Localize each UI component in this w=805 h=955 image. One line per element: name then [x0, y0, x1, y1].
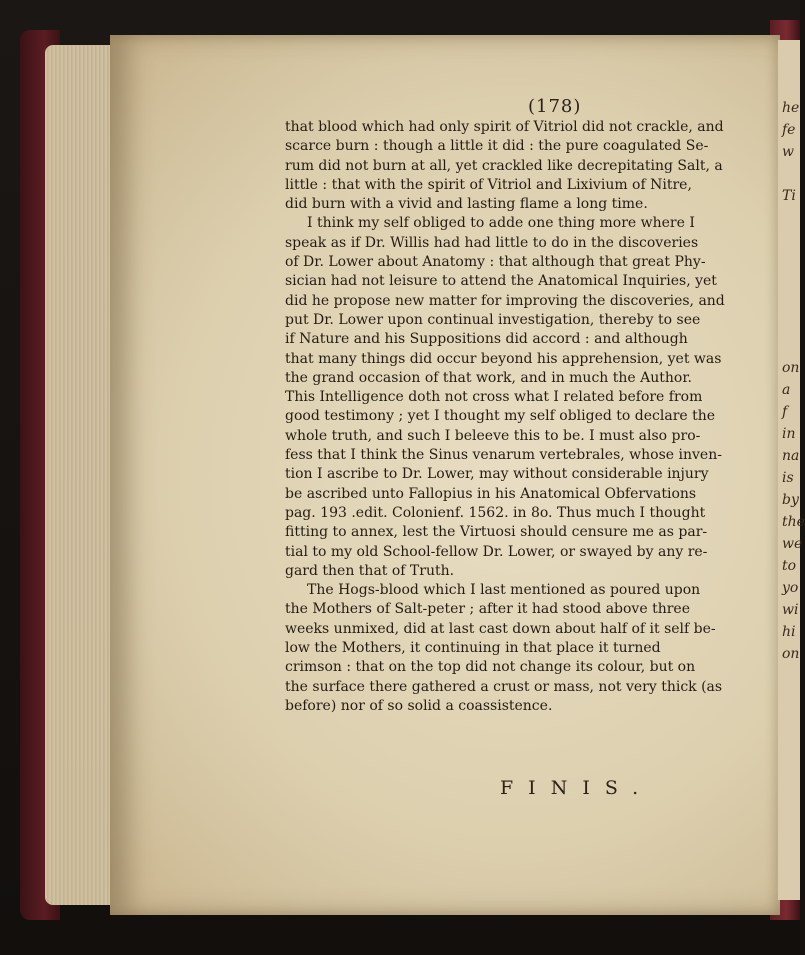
facing-page-letters: f — [782, 404, 788, 420]
text-line: be ascribed unto Fallopius in his Anatomical Obfervations — [285, 485, 697, 502]
paragraph — [285, 581, 750, 716]
facing-page-letters: to — [782, 558, 797, 574]
text-line: low the Mothers, it continuing in that place it turned — [285, 640, 661, 657]
facing-page-letters: hi — [782, 624, 796, 640]
text-line: whole truth, and such I beleeve this to be. I must also pro- — [285, 427, 701, 444]
text-line: did he propose new matter for improving the discoveries, and — [285, 292, 725, 309]
text-line: The Hogs-blood which I last mentioned as poured upon — [307, 582, 701, 599]
text-line: gard then that of Truth. — [285, 562, 455, 579]
facing-page-letters: we — [782, 536, 803, 552]
text-line: tial to my old School-fellow Dr. Lower, or swayed by any re- — [285, 543, 708, 560]
facing-page-letters: on — [782, 646, 800, 662]
text-line: good testimony ; yet I thought my self obliged to declare the — [285, 408, 716, 425]
facing-page-letters: yo — [782, 580, 799, 596]
text-line: the surface there gathered a crust or mass, not very thick (as — [285, 678, 723, 695]
text-line: fess that I think the Sinus venarum vertebrales, whose inven- — [285, 447, 722, 464]
text-line: sician had not leisure to attend the Anatomical Inquiries, yet — [285, 273, 717, 290]
facing-page-letters: w — [782, 144, 794, 160]
text-line: before) nor of so solid a coassistence. — [285, 697, 553, 714]
text-line: of Dr. Lower about Anatomy : that although that great Phy- — [285, 254, 706, 271]
facing-page-letters: the — [782, 514, 805, 530]
text-line: did burn with a vivid and lasting flame a long time. — [285, 196, 648, 213]
text-line: weeks unmixed, did at last cast down about half of it self be- — [285, 620, 716, 637]
body-text — [285, 118, 750, 716]
facing-page-letters: a — [782, 382, 791, 398]
text-line: put Dr. Lower upon continual investigation, thereby to see — [285, 311, 701, 328]
facing-page-fragment — [778, 40, 805, 900]
text-line: the Mothers of Salt-peter ; after it had stood above three — [285, 601, 690, 618]
text-line: rum did not burn at all, yet crackled like decrepitating Salt, a — [285, 157, 723, 174]
text-line: pag. 193 .edit. Colonienf. 1562. in 8o. Thus much I thought — [285, 504, 706, 521]
facing-page-letters: in — [782, 426, 796, 442]
text-line: that many things did occur beyond his apprehension, yet was — [285, 350, 722, 367]
facing-page-letters: is — [782, 470, 794, 486]
text-line: fitting to annex, lest the Virtuosi should censure me as par- — [285, 524, 708, 541]
facing-page-letters: na — [782, 448, 800, 464]
text-line: little : that with the spirit of Vitriol and Lixivium of Nitre, — [285, 176, 692, 193]
facing-page-letters: fe — [782, 122, 796, 138]
text-line: tion I ascribe to Dr. Lower, may without considerable injury — [285, 466, 709, 483]
text-line: that blood which had only spirit of Vitriol did not crackle, and — [285, 119, 724, 135]
text-line: crimson : that on the top did not change its colour, but on — [285, 659, 696, 676]
facing-page-letters: wi — [782, 602, 799, 618]
text-line: scarce burn : though a little it did : the pure coagulated Se- — [285, 138, 709, 155]
facing-page-letters: he — [782, 100, 800, 116]
facing-page-letters: by — [782, 492, 799, 508]
text-line: if Nature and his Suppositions did accord : and although — [285, 331, 688, 348]
paragraph — [285, 118, 750, 214]
paragraph — [285, 214, 750, 581]
text-line: speak as if Dr. Willis had had little to do in the discoveries — [285, 234, 699, 251]
page-number: (178) — [528, 96, 582, 117]
finis-colophon: FINIS. — [500, 777, 654, 799]
text-line: I think my self obliged to adde one thing more where I — [307, 215, 695, 232]
facing-page-letters: Ti — [782, 188, 796, 204]
text-line: This Intelligence doth not cross what I related before from — [285, 389, 703, 406]
facing-page-letters: on — [782, 360, 800, 376]
text-line: the grand occasion of that work, and in much the Author. — [285, 369, 692, 386]
